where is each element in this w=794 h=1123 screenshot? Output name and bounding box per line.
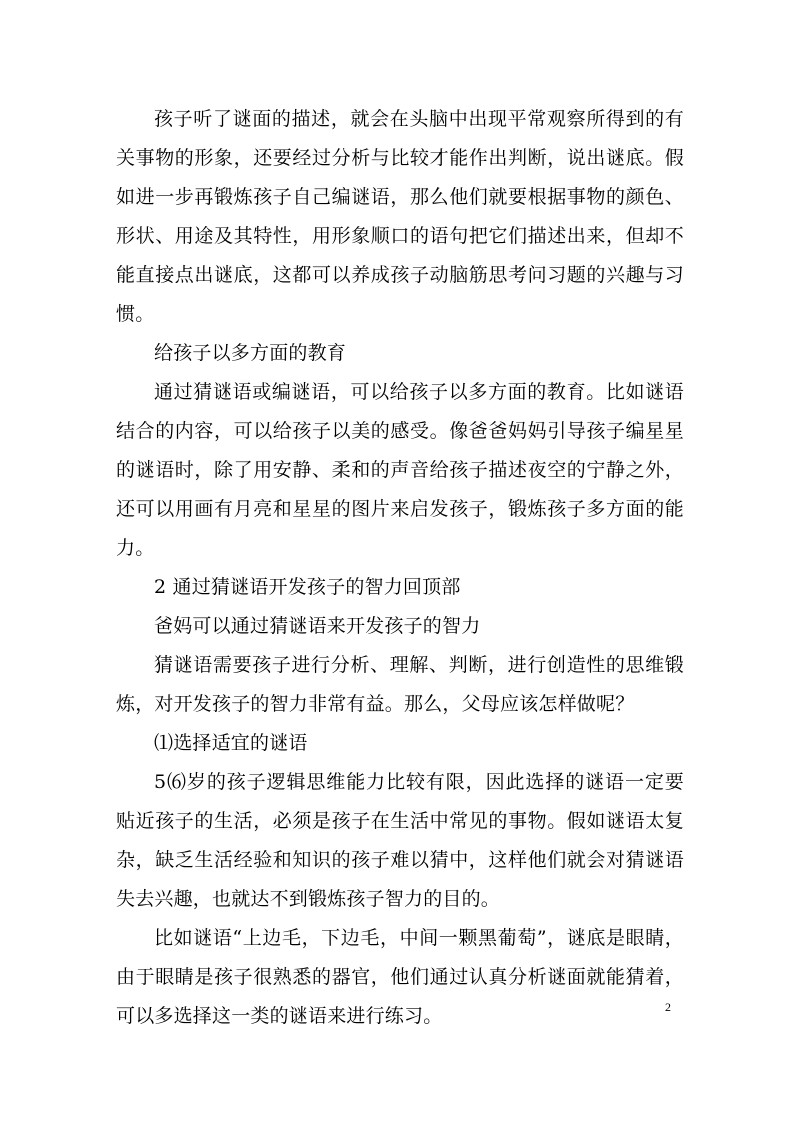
page-number: 2 — [665, 1000, 671, 1014]
subheading-develop-intelligence: 爸妈可以通过猜谜语来开发孩子的智力 — [154, 615, 481, 637]
paragraph-riddle-description: 孩子听了谜面的描述，就会在头脑中出现平常观察所得到的有关事物的形象，还要经过分析与比较才能作出判断，说出谜底。假如进一步再锻炼孩子自己编谜语，那么他们就要根据事物的颜色、形状、用途及其特性，用形象顺口的语句把它们描述出来，但却不能直接点出谜底，这都可以养成孩子动脑筋思考问习题的兴趣与习惯。 — [116, 108, 684, 325]
paragraph-riddle-thinking: 猜谜语需要孩子进行分析、理解、判断，进行创造性的思维锻炼，对开发孩子的智力非常有益。那么，父母应该怎样做呢？ — [116, 654, 684, 715]
paragraph-eye-riddle-example: 比如谜语“上边毛，下边毛，中间一颗黑葡萄”，谜底是眼睛，由于眼睛是孩子很熟悉的器官，他们通过认真分析谜面就能猜着，可以多选择这一类的谜语来进行练习。 — [116, 927, 684, 1027]
document-body — [116, 100, 684, 1036]
heading-multifaceted-education: 给孩子以多方面的教育 — [154, 342, 347, 364]
paragraph-age-appropriate: 5⑹岁的孩子逻辑思维能力比较有限，因此选择的谜语一定要贴近孩子的生活，必须是孩子在生活中常见的事物。假如谜语太复杂，缺乏生活经验和知识的孩子难以猜中，这样他们就会对猜谜语失去兴趣，也就达不到锻炼孩子智力的目的。 — [116, 771, 684, 910]
heading-section-2: 2 通过猜谜语开发孩子的智力回顶部 — [154, 576, 461, 598]
paragraph-multifaceted-education: 通过猜谜语或编谜语，可以给孩子以多方面的教育。比如谜语结合的内容，可以给孩子以美的感受。像爸爸妈妈引导孩子编星星的谜语时，除了用安静、柔和的声音给孩子描述夜空的宁静之外，还可以用画有月亮和星星的图片来启发孩子，锻炼孩子多方面的能力。 — [116, 381, 684, 559]
heading-choose-riddles: ⑴选择适宜的谜语 — [154, 732, 308, 754]
